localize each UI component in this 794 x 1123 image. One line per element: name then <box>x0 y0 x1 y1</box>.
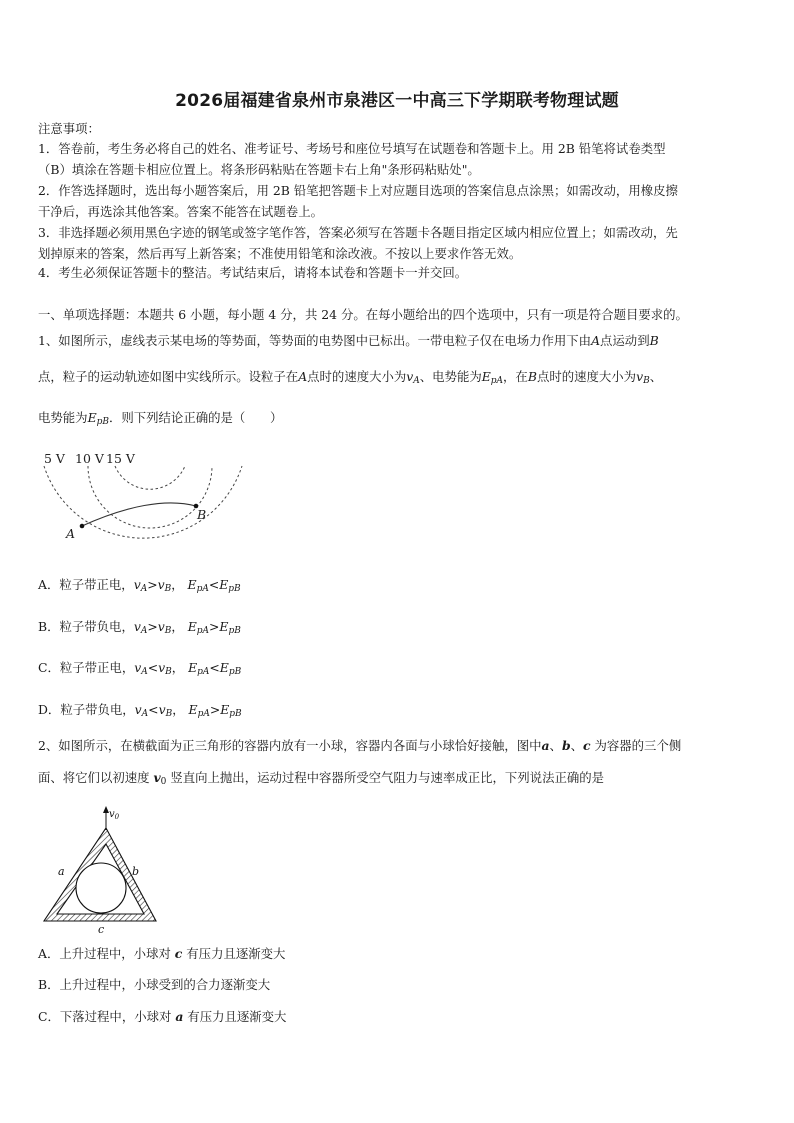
label-10v: 10 V <box>75 451 104 466</box>
ball <box>76 863 126 913</box>
q1-option-b[interactable]: B．粒子带负电，$v_A>v_B$， $E_{pA}>E_{pB}$ <box>38 619 241 636</box>
q1-option-c[interactable]: C．粒子带正电，$v_A<v_B$， $E_{pA}<E_{pB}$ <box>38 660 242 677</box>
v0-label: $v_0$ <box>109 809 120 821</box>
page-title: 2026届福建省泉州市泉港区一中高三下学期联考物理试题 <box>175 91 619 111</box>
q1-stem-line2: 点，粒子的运动轨迹如图中实线所示。设粒子在A点时的速度大小为$v_A$、电势能为$E_{pA}$，在B点时的速度大小为$v_B$、 <box>38 369 663 386</box>
notice-line: 2．作答选择题时，选出每小题答案后，用 2B 铅笔把答题卡上对应题目选项的答案信息点涂黑；如需改动，用橡皮擦 <box>38 183 678 198</box>
equipotential-15v <box>115 466 185 489</box>
notice-line: 1．答卷前，考生务必将自己的姓名、准考证号、考场号和座位号填写在试题卷和答题卡上。用 2B 铅笔将试卷类型 <box>38 141 666 156</box>
side-b-label: b <box>132 865 140 878</box>
q2-stem-line2: 面、将它们以初速度 $v_0$ 竖直向上抛出，运动过程中容器所受空气阻力与速率成正比，下列说法正确的是 <box>38 770 605 787</box>
side-a-label: a <box>58 865 65 878</box>
q2-option-c[interactable]: C．下落过程中，小球对 a 有压力且逐渐变大 <box>38 1009 287 1024</box>
q2-option-b[interactable]: B．上升过程中，小球受到的合力逐渐变大 <box>38 977 271 992</box>
label-point-b: B <box>197 507 207 522</box>
q1-equipotential-figure <box>36 446 256 556</box>
q2-stem-line1: 2、如图所示，在横截面为正三角形的容器内放有一小球，容器内各面与小球恰好接触，图中a、b、c 为容器的三个侧 <box>38 738 682 753</box>
notice-heading: 注意事项： <box>38 121 100 136</box>
notice-line: （B）填涂在答题卡相应位置上。将条形码粘贴在答题卡右上角"条形码粘贴处"。 <box>38 162 480 177</box>
q1-stem-line1: 1、如图所示，虚线表示某电场的等势面，等势面的电势图中已标出。一带电粒子仅在电场力作用下由A点运动到B <box>38 333 659 348</box>
label-point-a: A <box>66 526 76 541</box>
particle-trajectory <box>82 503 196 526</box>
section-heading: 一、单项选择题：本题共 6 小题，每小题 4 分，共 24 分。在每小题给出的四个选项中，只有一项是符合题目要求的。 <box>38 307 688 322</box>
equipotential-10v <box>88 466 212 528</box>
q1-option-d[interactable]: D．粒子带负电，$v_A<v_B$， $E_{pA}>E_{pB}$ <box>38 702 242 719</box>
q1-stem-line3: 电势能为$E_{pB}$．则下列结论正确的是（ ） <box>38 410 283 427</box>
q2-option-a[interactable]: A．上升过程中，小球对 c 有压力且逐渐变大 <box>38 946 286 961</box>
notice-line: 干净后，再选涂其他答案。答案不能答在试题卷上。 <box>38 204 323 219</box>
side-c-label: c <box>98 923 105 935</box>
point-a-dot <box>80 524 85 529</box>
q2-triangle-container-figure <box>36 800 166 935</box>
q1-option-a[interactable]: A．粒子带正电，$v_A>v_B$， $E_{pA}<E_{pB}$ <box>38 577 241 594</box>
notice-line: 4．考生必须保证答题卡的整洁。考试结束后，请将本试卷和答题卡一并交回。 <box>38 265 468 280</box>
label-15v: 15 V <box>106 451 135 466</box>
notice-line: 3．非选择题必须用黑色字迹的钢笔或签字笔作答，答案必须写在答题卡各题目指定区域内相应位置上；如需改动，先 <box>38 225 678 240</box>
label-5v: 5 V <box>44 451 65 466</box>
notice-line: 划掉原来的答案，然后再写上新答案；不准使用铅笔和涂改液。不按以上要求作答无效。 <box>38 246 522 261</box>
